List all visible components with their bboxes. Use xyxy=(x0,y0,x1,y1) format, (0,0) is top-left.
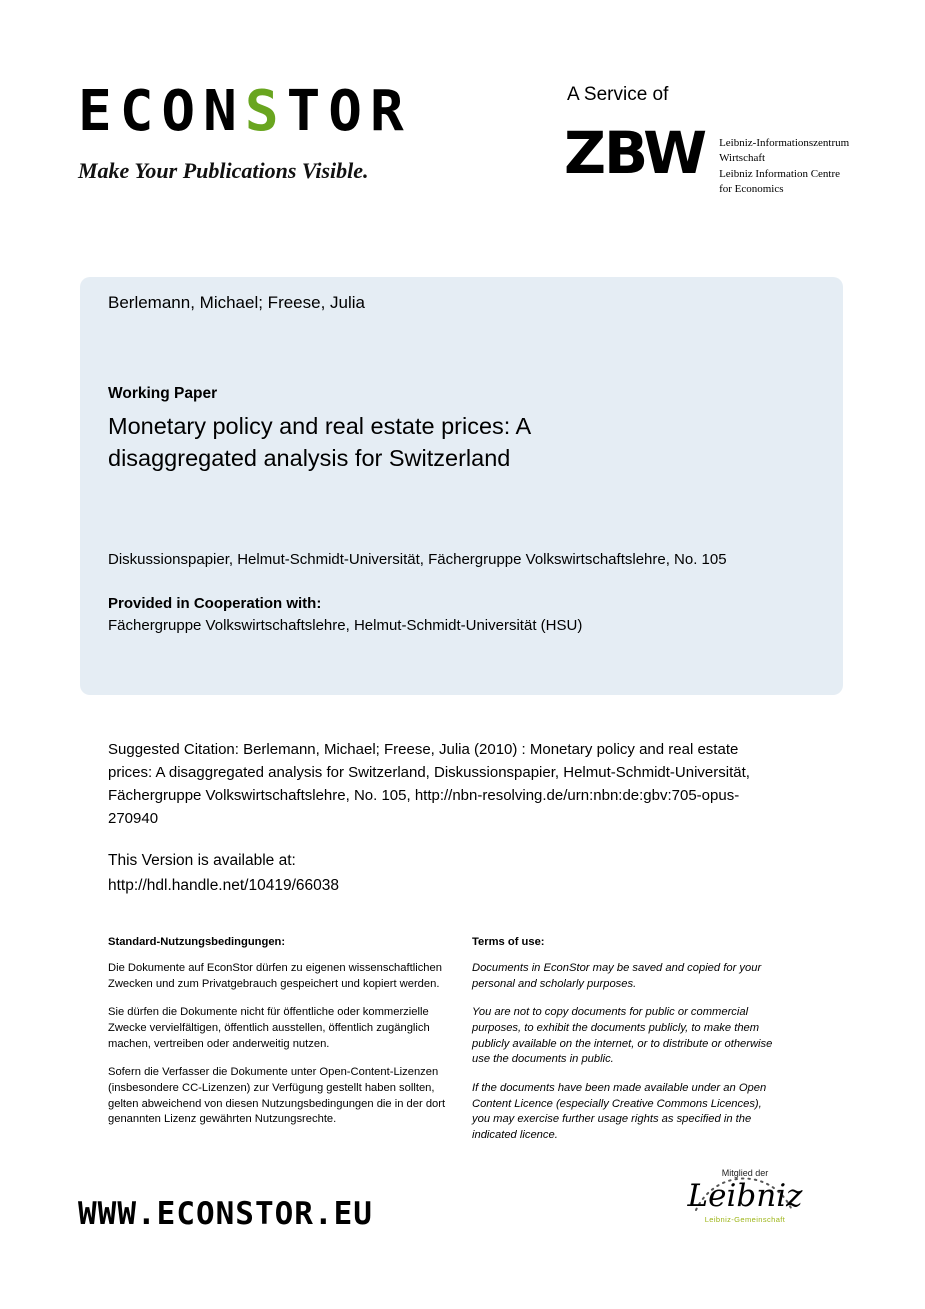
english-terms-paragraph: You are not to copy documents for public or commercial purposes, to exhibit the documents publicly, to make them publicly available on the internet, or to distribute or otherwise use the documents in public. xyxy=(472,1006,773,1066)
english-terms-paragraph: Documents in EconStor may be saved and copied for your personal and scholarly purposes. xyxy=(472,962,762,990)
zbw-org-line: Leibniz Information Centre xyxy=(719,167,841,180)
paper-title: Monetary policy and real estate prices: A disaggregated analysis for Switzerland xyxy=(108,413,530,471)
english-terms-column xyxy=(472,936,778,1157)
document-type-label: Working Paper xyxy=(108,385,218,402)
german-terms-paragraph: Sofern die Verfasser die Dokumente unter Open-Content-Lizenzen (insbesondere CC-Lizenzen) zur Verfügung gestellt haben sollten, gelten abweichend von diesen Nutzungsbedingungen die in der dort genannten Lizenz gewährten Nutzungsrechte. xyxy=(108,1066,446,1126)
zbw-logo: ZBW xyxy=(564,119,706,187)
handle-url-link[interactable]: http://hdl.handle.net/10419/66038 xyxy=(108,877,339,894)
cooperation-label: Provided in Cooperation with: xyxy=(108,595,322,612)
leibniz-association-label: Leibniz-Gemeinschaft xyxy=(704,1214,786,1224)
zbw-organization-name xyxy=(719,126,849,198)
zbw-block xyxy=(564,119,850,198)
english-terms-heading: Terms of use: xyxy=(472,936,545,948)
german-terms-column xyxy=(108,936,460,1157)
leibniz-association-logo xyxy=(678,1168,812,1224)
econstor-logo xyxy=(78,79,412,184)
leibniz-member-label: Mitglied der xyxy=(721,1168,769,1178)
logo-part-tor: TOR xyxy=(286,79,412,144)
terms-section xyxy=(108,936,778,1157)
suggested-citation: Suggested Citation: Berlemann, Michael; Freese, Julia (2010) : Monetary policy and real estate prices: A disaggregated analysis for Switzerland, Diskussionspapier, Helmut-Schmidt-Universität, Fächergruppe Volkswirtschaftslehre, No. 105, http://nbn-resolving.de/urn:nbn:de:gbv:705-opus-270940 xyxy=(108,741,750,827)
service-of-label: A Service of xyxy=(567,84,669,105)
zbw-org-line: Wirtschaft xyxy=(719,152,766,165)
logo-part-econ: ECON xyxy=(78,79,245,144)
cooperation-info: Fächergruppe Volkswirtschaftslehre, Helmut-Schmidt-Universität (HSU) xyxy=(108,617,583,634)
version-label: This Version is available at: xyxy=(108,852,296,869)
version-block xyxy=(108,848,339,898)
publication-info-box xyxy=(80,277,843,695)
authors: Berlemann, Michael; Freese, Julia xyxy=(108,293,366,312)
zbw-org-line: for Economics xyxy=(719,183,784,196)
logo-part-s: S xyxy=(244,79,287,144)
econstor-website-logo: WWW.ECONSTOR.EU xyxy=(78,1196,373,1232)
series-info: Diskussionspapier, Helmut-Schmidt-Universität, Fächergruppe Volkswirtschaftslehre, No. 105 xyxy=(108,551,727,568)
german-terms-paragraph: Sie dürfen die Dokumente nicht für öffentliche oder kommerzielle Zwecke vervielfältigen, öffentlich ausstellen, öffentlich zugänglich machen, vertreiben oder anderweitig nutzen. xyxy=(108,1006,430,1050)
german-terms-heading: Standard-Nutzungsbedingungen: xyxy=(108,936,286,948)
leibniz-script-name: Leibniz xyxy=(687,1178,803,1214)
logo-tagline: Make Your Publications Visible. xyxy=(78,158,369,183)
econstor-logo-text xyxy=(78,79,412,144)
german-terms-paragraph: Die Dokumente auf EconStor dürfen zu eigenen wissenschaftlichen Zwecken und zum Privatgebrauch gespeichert und kopiert werden. xyxy=(108,962,442,990)
english-terms-paragraph: If the documents have been made available under an Open Content Licence (especially Creative Commons Licences), you may exercise further usage rights as specified in the indicated licence. xyxy=(472,1082,767,1142)
zbw-org-line: Leibniz-Informationszentrum xyxy=(719,137,850,149)
